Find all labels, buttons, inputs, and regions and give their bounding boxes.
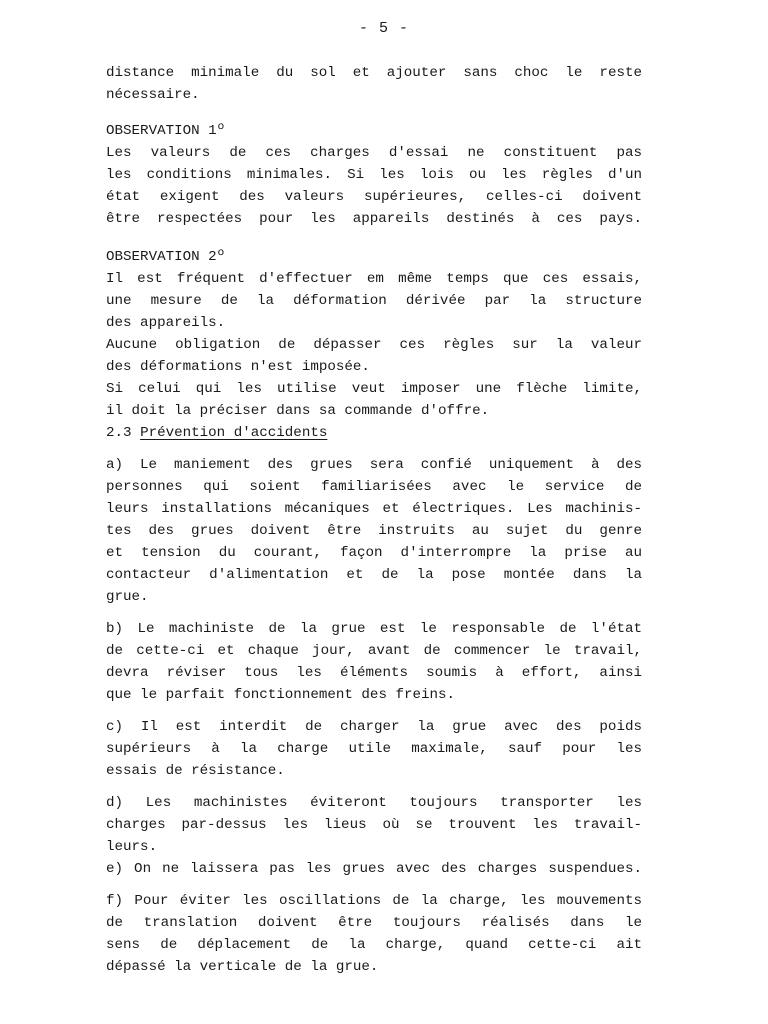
text-line: b) Le machiniste de la grue est le responsable de l'état (106, 621, 642, 637)
text-line: contacteur d'alimentation et de la pose montée dans la (106, 567, 642, 583)
text-line: sens de déplacement de la charge, quand cette-ci ait (106, 937, 642, 953)
text-line: distance minimale du sol et ajouter sans choc le reste (106, 65, 642, 81)
text-line: Aucune obligation de dépasser ces règles sur la valeur (106, 337, 642, 353)
text-line: Si celui qui les utilise veut imposer une flèche limite, (106, 381, 642, 397)
observation-2-title: OBSERVATION 2º (106, 249, 226, 265)
item-c (106, 716, 642, 782)
text-line: d) Les machinistes éviteront toujours transporter les (106, 795, 642, 811)
text-line: leurs. (106, 839, 158, 855)
text-line: que le parfait fonctionnement des freins. (106, 687, 456, 703)
text-line: a) Le maniement des grues sera confié uniquement à des (106, 457, 642, 473)
intro-paragraph (106, 62, 642, 106)
item-a (106, 454, 642, 608)
section-heading (106, 422, 642, 444)
text-line: et tension du courant, façon d'interrompre la prise au (106, 545, 642, 561)
text-line: de translation doivent être toujours réalisés dans le (106, 915, 642, 931)
text-line: il doit la préciser dans sa commande d'offre. (106, 403, 490, 419)
text-line: les conditions minimales. Si les lois ou les règles d'un (106, 167, 642, 183)
item-f (106, 890, 642, 978)
text-line: une mesure de la déformation dérivée par la structure (106, 293, 642, 309)
text-line: de cette-ci et chaque jour, avant de commencer le travail, (106, 643, 642, 659)
text-line: essais de résistance. (106, 763, 285, 779)
observation-1 (106, 120, 642, 230)
text-line: personnes qui soient familiarisées avec le service de (106, 479, 642, 495)
text-line: devra réviser tous les éléments soumis à effort, ainsi (106, 665, 642, 681)
text-line: Il est fréquent d'effectuer em même temps que ces essais, (106, 271, 642, 287)
section-title: Prévention d'accidents (140, 425, 328, 441)
section-number: 2.3 (106, 425, 132, 441)
text-line: supérieurs à la charge utile maximale, sauf pour les (106, 741, 642, 757)
text-line: état exigent des valeurs supérieures, celles-ci doivent (106, 189, 642, 205)
text-line: leurs installations mécaniques et électriques. Les machinis- (106, 501, 642, 517)
item-e (106, 858, 642, 880)
item-d (106, 792, 642, 858)
text-line: f) Pour éviter les oscillations de la charge, les mouvements (106, 893, 642, 909)
text-line: c) Il est interdit de charger la grue avec des poids (106, 719, 642, 735)
text-line: Les valeurs de ces charges d'essai ne constituent pas (106, 145, 642, 161)
observation-2 (106, 246, 642, 422)
text-line: dépassé la verticale de la grue. (106, 959, 379, 975)
text-line: nécessaire. (106, 87, 200, 103)
page-number: - 5 - (358, 20, 409, 37)
page-content (106, 62, 642, 978)
text-line: des appareils. (106, 315, 226, 331)
text-line: grue. (106, 589, 149, 605)
text-line: charges par-dessus les lieus où se trouvent les travail- (106, 817, 642, 833)
text-line: tes des grues doivent être instruits au sujet du genre (106, 523, 642, 539)
text-line: des déformations n'est imposée. (106, 359, 370, 375)
item-b (106, 618, 642, 706)
observation-1-title: OBSERVATION 1º (106, 123, 226, 139)
text-line: e) On ne laissera pas les grues avec des charges suspendues. (106, 861, 642, 877)
text-line: être respectées pour les appareils destinés à ces pays. (106, 211, 642, 227)
